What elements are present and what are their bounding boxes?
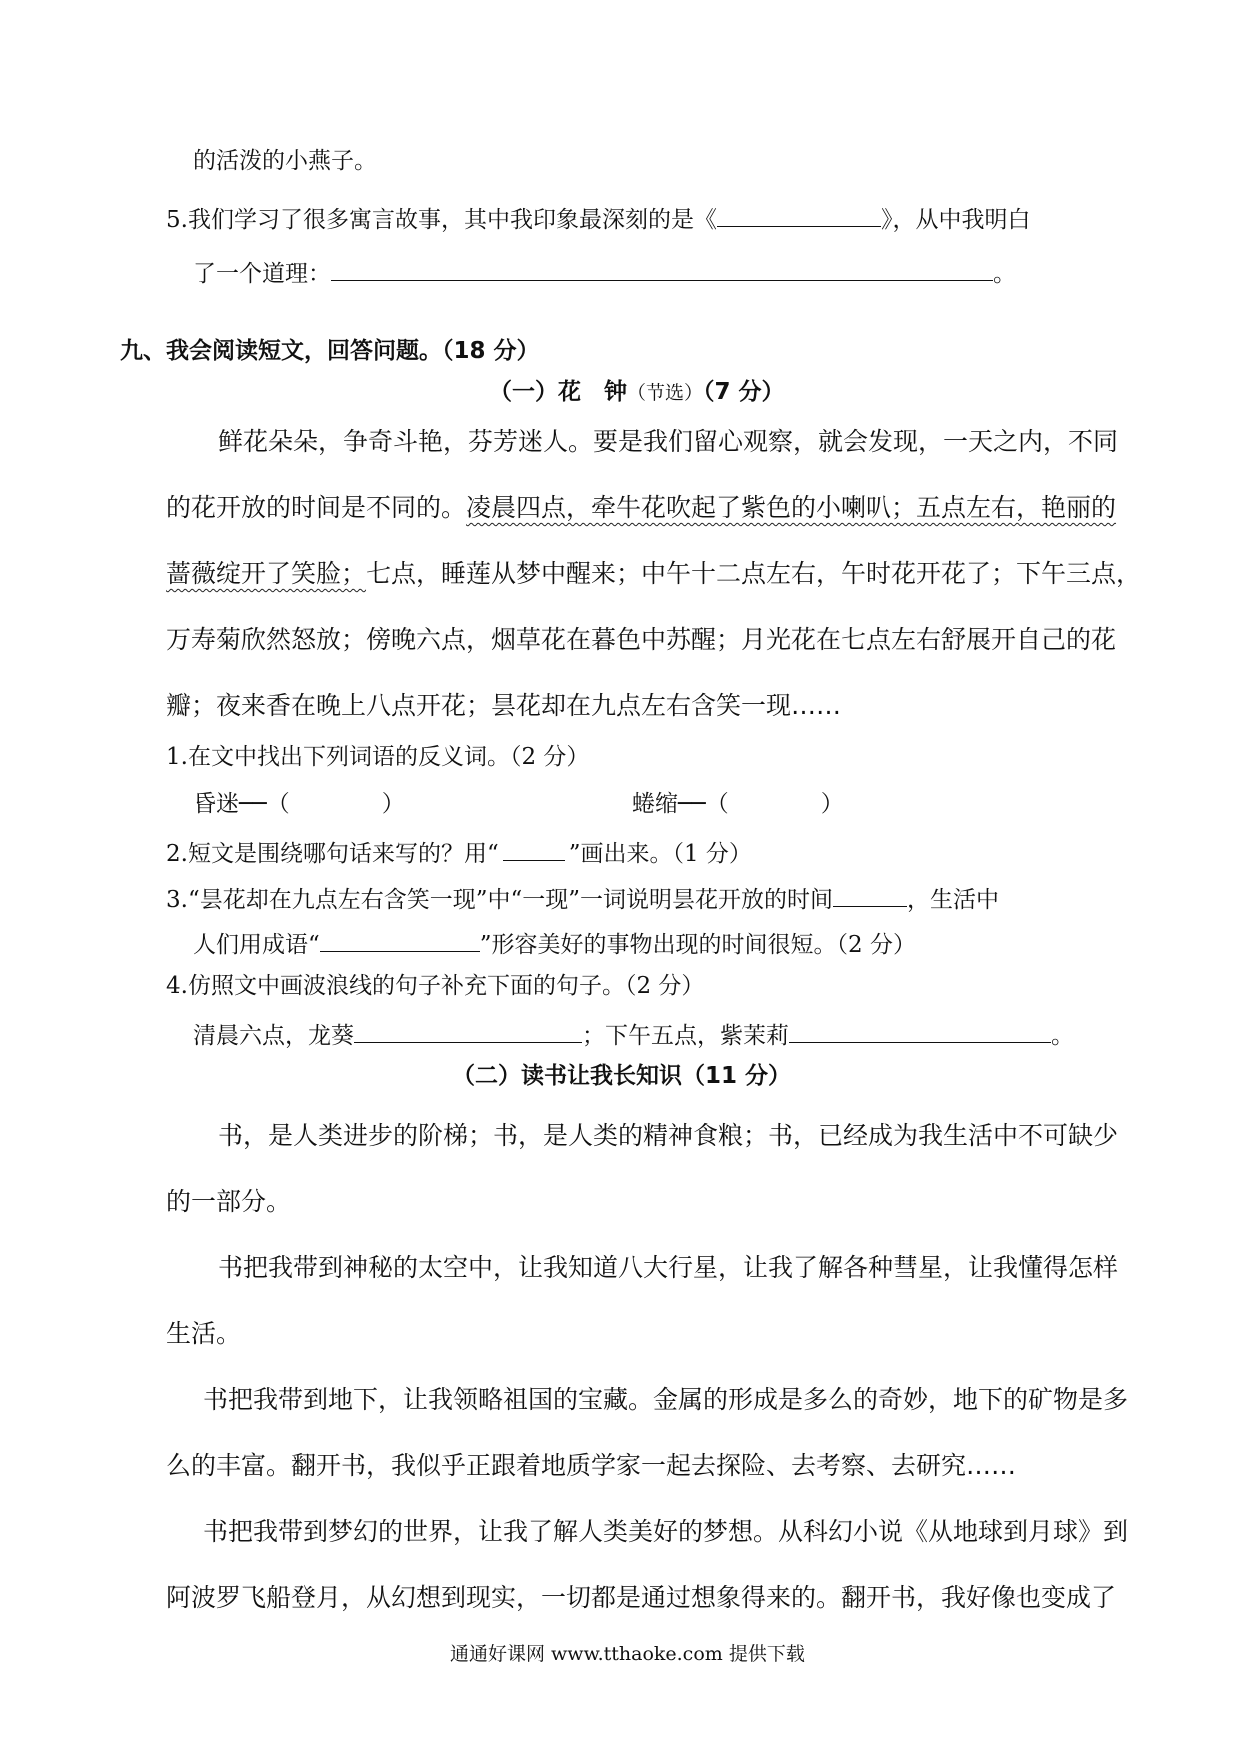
passage-line: 生活。	[166, 1319, 242, 1348]
passage-line: 鲜花朵朵，争奇斗艳，芬芳迷人。要是我们留心观察，就会发现，一天之内，不同	[218, 427, 1119, 456]
passage-line: 阿波罗飞船登月，从幻想到现实，一切都是通过想象得来的。翻开书，我好像也变成了	[166, 1583, 1117, 1612]
passage-line	[166, 495, 1116, 520]
text-line: 的活泼的小燕子。	[193, 148, 377, 174]
passage-line: 书，是人类进步的阶梯；书，是人类的精神食粮；书，已经成为我生活中不可缺少	[218, 1121, 1119, 1150]
question-text: 清晨六点，龙葵	[193, 1023, 354, 1049]
passage-line: 书把我带到梦幻的世界，让我了解人类美好的梦想。从科幻小说《从地球到月球》到	[203, 1517, 1129, 1546]
question-text: 》，从中我明白	[880, 207, 1031, 233]
question-text: ，生活中	[906, 887, 999, 913]
wavy-underlined-text: 蔷薇绽开了笑脸；	[166, 559, 367, 588]
answer-blank[interactable]	[320, 929, 480, 952]
question-text: ；下午五点，紫茉莉	[582, 1023, 789, 1049]
section-heading: 九、我会阅读短文，回答问题。（18 分）	[120, 338, 540, 364]
answer-blank[interactable]	[833, 884, 907, 907]
title-note: （节选）	[627, 382, 704, 404]
question-text: 。	[1051, 1023, 1074, 1049]
question-text: 了一个道理：	[193, 261, 331, 287]
answer-blank[interactable]	[789, 1020, 1051, 1043]
answer-blank[interactable]	[331, 258, 993, 281]
question-text: ”画出来。（1 分）	[568, 841, 752, 867]
question-3-cont	[193, 929, 916, 957]
passage-line: 的一部分。	[166, 1187, 292, 1216]
question-text: 人们用成语“	[193, 932, 320, 958]
question-text: ”形容美好的事物出现的时间很短。（2 分）	[479, 932, 916, 958]
question-1a: 昏迷──（ ）	[193, 791, 405, 817]
passage-line: 书把我带到地下，让我领略祖国的宝藏。金属的形成是多么的奇妙，地下的矿物是多	[203, 1385, 1129, 1414]
title-score: （7 分）	[703, 379, 785, 405]
passage-line: 书把我带到神秘的太空中，让我知道八大行星，让我了解各种彗星，让我懂得怎样	[218, 1253, 1119, 1282]
passage-line: 瓣；夜来香在晚上八点开花；昙花却在九点左右含笑一现……	[166, 691, 842, 720]
question-text: 。	[993, 261, 1016, 287]
answer-blank[interactable]	[354, 1020, 582, 1043]
question-5	[166, 204, 1030, 232]
page-footer: 通通好课网 www.tthaoke.com 提供下载	[450, 1643, 805, 1665]
passage-title: （二）读书让我长知识（11 分）	[452, 1063, 792, 1089]
question-text: 5.我们学习了很多寓言故事，其中我印象最深刻的是《	[166, 207, 717, 233]
title-main: （一）花 钟	[489, 379, 627, 405]
passage-line: 么的丰富。翻开书，我似乎正跟着地质学家一起去探险、去考察、去研究……	[166, 1451, 1017, 1480]
passage-line	[166, 561, 1141, 586]
passage-text: 的花开放的时间是不同的。	[166, 493, 467, 522]
question-1: 1.在文中找出下列词语的反义词。（2 分）	[166, 744, 590, 770]
wavy-underlined-text: 凌晨四点，牵牛花吹起了紫色的小喇叭；五点左右，艳丽的	[466, 493, 1117, 522]
answer-blank[interactable]	[717, 204, 881, 227]
passage-line: 万寿菊欣然怒放；傍晚六点，烟草花在暮色中苏醒；月光花在七点左右舒展开自己的花	[166, 625, 1117, 654]
question-4: 4.仿照文中画波浪线的句子补充下面的句子。（2 分）	[166, 973, 705, 999]
question-5-cont	[193, 258, 1016, 286]
question-1b: 蜷缩──（ ）	[632, 791, 844, 817]
passage-text: 七点，睡莲从梦中醒来；中午十二点左右，午时花开花了；下午三点，	[366, 559, 1142, 588]
question-3	[166, 884, 999, 912]
question-text: 3.“昙花却在九点左右含笑一现”中“一现”一词说明昙花开放的时间	[166, 887, 833, 913]
question-4-fill	[193, 1020, 1074, 1048]
question-text: 2.短文是围绕哪句话来写的？用“	[166, 841, 499, 867]
underline-sample	[503, 838, 565, 861]
question-2	[166, 838, 752, 866]
passage-title	[489, 381, 785, 404]
